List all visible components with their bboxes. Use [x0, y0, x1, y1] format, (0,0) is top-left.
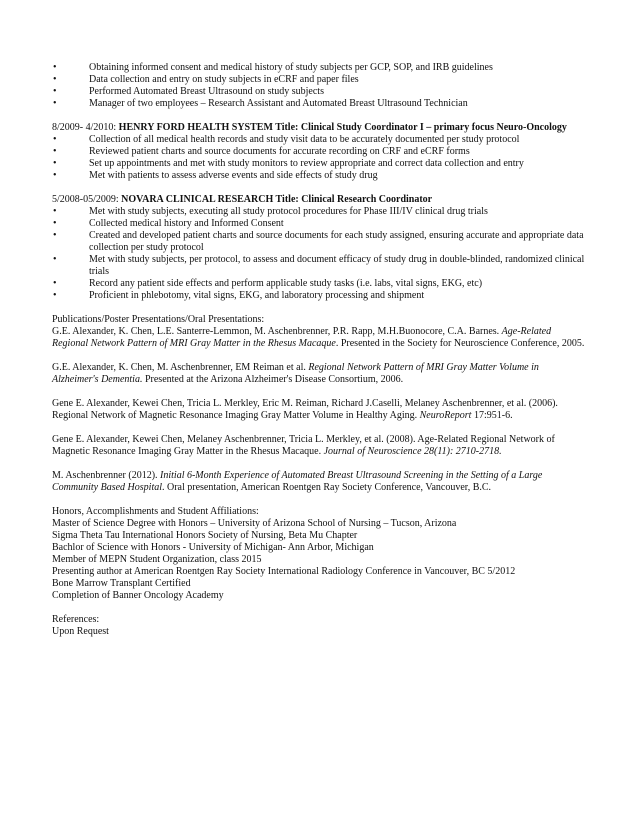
pub-authors: Gene E. Alexander, Kewei Chen, Tricia L. Merkley, Eric M. Reiman, Richard J.Caselli, Melaney Aschenbrenner, et al. (2006). Regional Network of Magnetic Resonance Imaging Gray Matter Volume in Healthy Aging.: [52, 398, 558, 421]
job-title: HENRY FORD HEALTH SYSTEM Title: Clinical Study Coordinator I – primary focus Neuro-Oncology: [118, 122, 567, 133]
job-bullet-list: [52, 134, 586, 182]
publication-entry: [52, 470, 586, 494]
pub-venue: . Oral presentation, American Roentgen Ray Society Conference, Vancouver, B.C.: [162, 482, 492, 493]
list-item: [52, 98, 586, 110]
list-item: [52, 158, 586, 170]
bullet: •: [53, 170, 57, 181]
pub-title: Regional Network Pattern of MRI Gray Matter Volume in Alzheimer's Dementia.: [52, 362, 539, 385]
list-item: [52, 278, 586, 290]
job-henry-ford: [52, 122, 586, 182]
publication-entry: [52, 398, 586, 422]
bullet-text: Performed Automated Breast Ultrasound on study subjects: [89, 86, 324, 97]
job-dates: 8/2009- 4/2010:: [52, 122, 119, 133]
honors-section: [52, 506, 586, 602]
bullet-text: Met with study subjects, executing all study protocol procedures for Phase III/IV clinical drug trials: [89, 206, 488, 217]
bullet-text: Data collection and entry on study subjects in eCRF and paper files: [89, 74, 359, 85]
pub-authors: M. Aschenbrenner (2012).: [52, 470, 161, 481]
bullet: •: [53, 206, 57, 217]
bullet-text: Record any patient side effects and perform applicable study tasks (i.e. labs, vital signs, EKG, etc): [89, 278, 483, 289]
honor-line: Presenting author at American Roentgen Ray Society International Radiology Conference in Vancouver, BC 5/2012: [52, 566, 516, 577]
list-item: [52, 74, 586, 86]
list-item: [52, 290, 586, 302]
bullet-text: Met with patients to assess adverse events and side effects of study drug: [89, 170, 378, 181]
list-item: [52, 218, 586, 230]
bullet: •: [53, 146, 57, 157]
list-item: [52, 206, 586, 218]
pub-authors: G.E. Alexander, K. Chen, L.E. Santerre-Lemmon, M. Aschenbrenner, P.R. Rapp, M.H.Buonocore, C.A. Barnes.: [52, 326, 502, 337]
list-item: [52, 62, 586, 74]
bullet: •: [53, 158, 57, 169]
bullet: •: [53, 230, 57, 241]
bullet: •: [53, 290, 57, 301]
bullet-text: Proficient in phlebotomy, vital signs, EKG, and laboratory processing and shipment: [89, 290, 425, 301]
bullet-text: Met with study subjects, per protocol, to assess and document efficacy of study drug in double-blinded, randomized clinical trials: [89, 254, 585, 277]
bullet: •: [53, 62, 57, 73]
honor-line: Bone Marrow Transplant Certified: [52, 578, 191, 589]
bullet: •: [53, 98, 57, 109]
bullet-text: Created and developed patient charts and source documents for each study assigned, ensuring accurate and appropriate data collection per study protocol: [89, 230, 584, 253]
publication-entry: [52, 362, 586, 386]
list-item: [52, 254, 586, 278]
bullet: •: [53, 218, 57, 229]
bullet-text: Manager of two employees – Research Assistant and Automated Breast Ultrasound Technician: [89, 98, 468, 109]
honor-line: Completion of Banner Oncology Academy: [52, 590, 224, 601]
pub-venue: Presented at the Arizona Alzheimer's Disease Consortium, 2006.: [142, 374, 404, 385]
list-item: [52, 134, 586, 146]
pub-journal: Journal of Neuroscience 28(11): 2710-2718.: [323, 446, 502, 457]
pub-venue: . Presented in the Society for Neuroscience Conference, 2005.: [335, 338, 585, 349]
pub-authors: Gene E. Alexander, Kewei Chen, Melaney Aschenbrenner, Tricia L. Merkley, et al. (2008). Age-Related Regional Network of Magnetic Resonance Imaging Gray Matter in the Rhesus Macaque.: [52, 434, 555, 457]
intro-bullet-list: [52, 62, 586, 110]
bullet-text: Collected medical history and Informed Consent: [89, 218, 284, 229]
bullet-text: Collection of all medical health records and study visit data to be accurately documented per study protocol: [89, 134, 520, 145]
job-novara: [52, 194, 586, 302]
job-heading: [52, 122, 586, 134]
bullet: •: [53, 134, 57, 145]
job-title: NOVARA CLINICAL RESEARCH Title: Clinical Research Coordinator: [121, 194, 433, 205]
job-dates: 5/2008-05/2009:: [52, 194, 122, 205]
honor-line: Sigma Theta Tau International Honors Society of Nursing, Beta Mu Chapter: [52, 530, 358, 541]
section-heading: References:: [52, 614, 100, 625]
pub-journal: NeuroReport: [419, 410, 472, 421]
honor-line: Bachlor of Science with Honors - University of Michigan- Ann Arbor, Michigan: [52, 542, 374, 553]
references-value: Upon Request: [52, 626, 109, 637]
bullet: •: [53, 278, 57, 289]
publication-entry: [52, 434, 586, 458]
bullet-text: Obtaining informed consent and medical history of study subjects per GCP, SOP, and IRB guidelines: [89, 62, 493, 73]
list-item: [52, 146, 586, 158]
pub-authors: G.E. Alexander, K. Chen, M. Aschenbrenner, EM Reiman et al.: [52, 362, 309, 373]
bullet: •: [53, 86, 57, 97]
bullet: •: [53, 254, 57, 265]
list-item: [52, 170, 586, 182]
section-heading: Honors, Accomplishments and Student Affiliations:: [52, 506, 259, 517]
publications-section: [52, 314, 586, 494]
bullet-text: Set up appointments and met with study monitors to review appropriate and correct data collection and entry: [89, 158, 524, 169]
list-item: [52, 230, 586, 254]
honor-line: Master of Science Degree with Honors – University of Arizona School of Nursing – Tucson, Arizona: [52, 518, 457, 529]
job-bullet-list: [52, 206, 586, 302]
publication-entry: [52, 326, 586, 350]
references-section: [52, 614, 586, 638]
bullet-text: Reviewed patient charts and source documents for accurate recording on CRF and eCRF forms: [89, 146, 470, 157]
bullet: •: [53, 74, 57, 85]
pub-title: Age-Related Regional Network Pattern of MRI Gray Matter in the Rhesus Macaque: [52, 326, 552, 349]
honor-line: Member of MEPN Student Organization, class 2015: [52, 554, 262, 565]
list-item: [52, 86, 586, 98]
section-heading: Publications/Poster Presentations/Oral Presentations:: [52, 314, 265, 325]
pub-venue: 17:951-6.: [471, 410, 513, 421]
job-heading: [52, 194, 586, 206]
pub-title: Initial 6-Month Experience of Automated Breast Ultrasound Screening in the Setting of a Large Community Based Hospital: [52, 470, 543, 493]
